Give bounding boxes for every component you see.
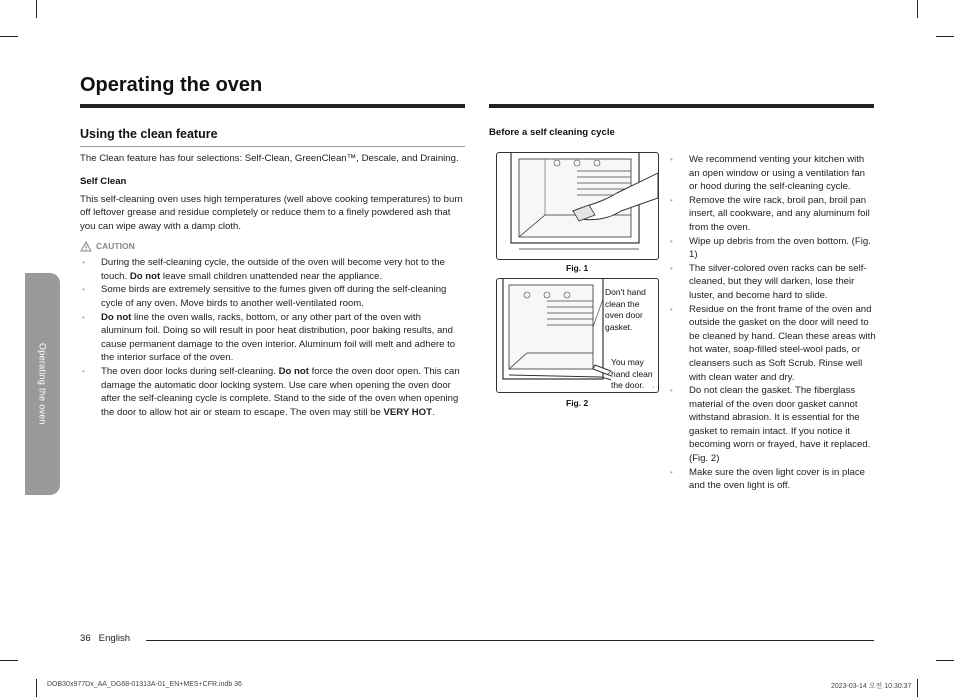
list-item: • We recommend venting your kitchen with an open window or using a ventilation fan or hood during the self-cleaning cycle.	[668, 153, 876, 194]
warning-triangle-icon	[80, 241, 92, 252]
crop-mark	[36, 679, 37, 697]
crop-mark	[936, 36, 954, 37]
section-rule	[80, 146, 465, 147]
title-rule-right	[489, 104, 874, 108]
door-callout: You may hand clean the door.	[611, 357, 653, 390]
gasket-callout: Don't hand clean the oven door gasket.	[605, 287, 646, 332]
intro-paragraph: The Clean feature has four selections: Self-Clean, GreenClean™, Descale, and Draining.	[80, 152, 459, 164]
caution-item: • Some birds are extremely sensitive to the fumes given off during the self-cleaning cycle of any oven. Move birds to another well-ventilated room.	[80, 283, 465, 310]
crop-mark	[917, 679, 918, 697]
print-date-info: 2023-03-14 오전 10:30:37	[831, 683, 912, 690]
side-tab	[25, 273, 60, 495]
fig1-caption: Fig. 1	[566, 263, 589, 273]
oven-wipe-illustration	[497, 153, 658, 259]
list-item: • Remove the wire rack, broil pan, broil pan insert, all cookware, and any aluminum foil from the oven.	[668, 194, 876, 235]
before-clean-list	[668, 153, 876, 493]
page-title: Operating the oven	[80, 74, 263, 96]
crop-mark	[0, 660, 18, 661]
crop-mark	[936, 660, 954, 661]
footer-rule	[146, 640, 874, 641]
caution-list	[80, 256, 465, 419]
caution-item: • The oven door locks during self-cleaning. Do not force the oven door open. This can damage the automatic door locking system. Use care when opening the oven door after the self-cleaning cycle is complete. Stand to the side of the oven when opening the door to allow hot air or steam to escape. The oven may still be VERY HOT.	[80, 365, 465, 419]
list-item: • The silver-colored oven racks can be self-cleaned, but they will darken, lose their luster, and become hard to slide.	[668, 262, 876, 303]
caution-header	[80, 240, 465, 254]
print-file-info: DOB30x977Dx_AA_DG68-01313A-01_EN+MES+CFR.indb 36	[47, 681, 242, 688]
middle-column	[489, 127, 661, 408]
caution-label: CAUTION	[96, 240, 135, 251]
subsection-title: Self Clean	[80, 176, 127, 188]
footer-language: English	[98, 633, 131, 644]
figure-1	[496, 152, 659, 260]
crop-mark	[36, 0, 37, 18]
section-title: Using the clean feature	[80, 127, 218, 141]
fig2-caption: Fig. 2	[566, 398, 589, 408]
list-item: • Do not clean the gasket. The fiberglass material of the oven door gasket cannot withstand abrasion. It is essential for the gasket to remain intact. If you notice it becoming worn or frayed, have it replaced. (Fig. 2)	[668, 384, 876, 466]
list-item: • Residue on the front frame of the oven and outside the gasket on the door will need to be cleaned by hand. Clean these areas with hot water, soap-filled steel-wool pads, or cleansers such as Soft Scrub. Rinse well with clean water and dry.	[668, 303, 876, 385]
side-tab-label: Operating the oven	[37, 343, 48, 425]
self-clean-paragraph: This self-cleaning oven uses high temperatures (well above cooking temperatures) to burn off leftover grease and residue completely or reduce them to a finely powdered ash that you can wipe away with a damp cloth.	[80, 193, 463, 232]
caution-item: • Do not line the oven walls, racks, bottom, or any other part of the oven with aluminum foil. Doing so will result in poor heat distribution, poor baking results, and cause permanent damage to the oven interior. Aluminum foil will melt and adhere to the interior surface of the oven.	[80, 311, 465, 365]
crop-mark	[917, 0, 918, 18]
title-rule-left	[80, 104, 465, 108]
caution-item: • During the self-cleaning cycle, the outside of the oven will become very hot to the touch. Do not leave small children unattended near the appliance.	[80, 256, 465, 283]
before-clean-heading: Before a self cleaning cycle	[489, 127, 615, 138]
right-column	[668, 153, 876, 493]
left-column	[80, 126, 465, 419]
page-footer	[80, 633, 130, 644]
page-number: 36	[80, 633, 91, 644]
crop-mark	[0, 36, 18, 37]
list-item: • Make sure the oven light cover is in place and the oven light is off.	[668, 466, 876, 493]
list-item: • Wipe up debris from the oven bottom. (Fig. 1)	[668, 235, 876, 262]
